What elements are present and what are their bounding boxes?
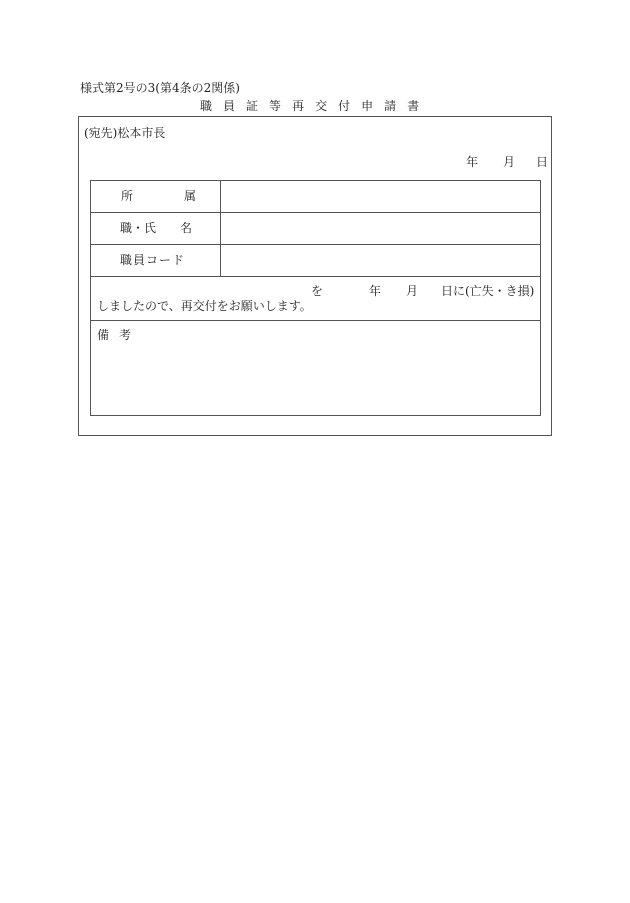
title-char: 書 xyxy=(407,99,420,113)
statement-year: 年 xyxy=(369,284,382,298)
date-month: 月 xyxy=(503,155,516,169)
title-char: 員 xyxy=(223,99,236,113)
addressee: (宛先)松本市長 xyxy=(84,126,166,140)
title-char: 等 xyxy=(269,99,282,113)
statement-wo: を xyxy=(311,284,324,298)
remarks-field[interactable] xyxy=(91,345,540,415)
label-affiliation-2: 属 xyxy=(184,189,197,203)
date-day: 日 xyxy=(536,155,549,169)
label-affiliation-1: 所 xyxy=(121,189,134,203)
title-char: 請 xyxy=(384,99,397,113)
statement-day-reason: 日に(亡失・き損) xyxy=(441,284,535,298)
statement-month: 月 xyxy=(406,284,419,298)
divider xyxy=(90,320,541,321)
title-char: 交 xyxy=(315,99,328,113)
date-year: 年 xyxy=(466,155,479,169)
label-employee-code: 職員コード xyxy=(120,253,186,267)
title-char: 証 xyxy=(246,99,259,113)
employee-code-field[interactable] xyxy=(221,245,540,276)
page-title xyxy=(200,99,430,113)
statement-line2: しましたので、再交付をお願いします。 xyxy=(97,299,312,313)
title-char: 付 xyxy=(338,99,351,113)
title-char: 職 xyxy=(200,99,213,113)
remarks-label-1: 備 xyxy=(97,328,110,342)
title-char: 申 xyxy=(361,99,374,113)
label-position-name-2: 名 xyxy=(180,221,193,235)
form-number: 様式第2号の3(第4条の2関係) xyxy=(80,81,240,95)
title-char: 再 xyxy=(292,99,305,113)
label-position-name-1: 職・氏 xyxy=(120,221,157,235)
remarks-label-2: 考 xyxy=(119,328,132,342)
position-name-field[interactable] xyxy=(221,213,540,244)
affiliation-field[interactable] xyxy=(221,181,540,212)
divider xyxy=(90,276,541,277)
